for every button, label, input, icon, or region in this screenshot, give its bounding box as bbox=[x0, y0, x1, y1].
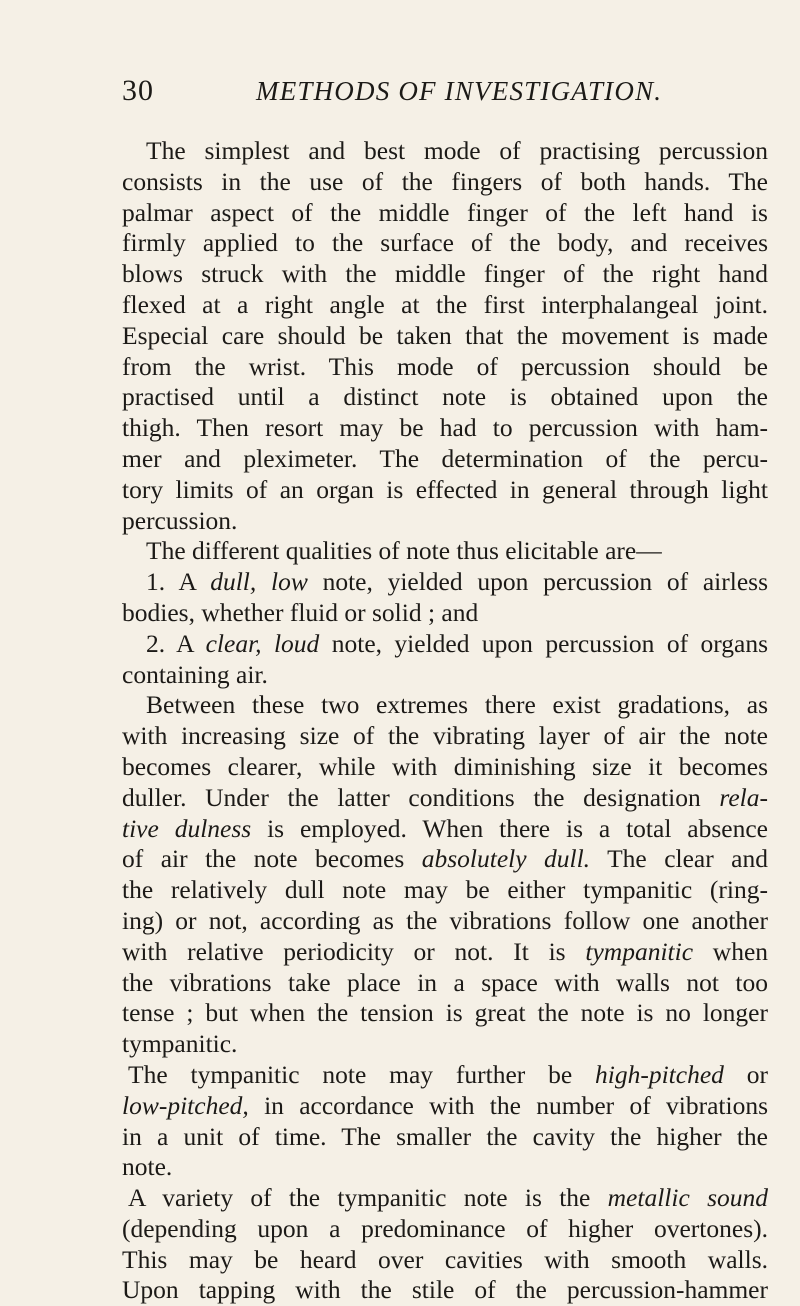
text-line bbox=[122, 937, 768, 968]
text-span: when bbox=[712, 936, 769, 966]
text-line: bodies, whether fluid or solid ; and bbox=[122, 597, 479, 627]
item-text: note, yielded upon percussion of airless bbox=[322, 567, 769, 597]
text-line: note. bbox=[122, 1152, 173, 1182]
text-line: practised until a distinct note is obtained upon the bbox=[122, 382, 768, 412]
text-span: with relative periodicity or not. It is bbox=[122, 936, 566, 966]
text-line: firmly applied to the surface of the body, and receives bbox=[122, 228, 768, 258]
item-number: 2. A bbox=[146, 628, 194, 658]
text-line: Between these two extremes there exist gradations, as bbox=[146, 690, 768, 720]
text-line: with increasing size of the vibrating layer of air the note bbox=[122, 721, 768, 751]
page-number: 30 bbox=[122, 74, 154, 107]
text-line: The simplest and best mode of practising percussion bbox=[146, 136, 768, 165]
text-line: ing) or not, according as the vibrations follow one another bbox=[122, 905, 768, 935]
italic-term: high-pitched bbox=[595, 1059, 724, 1089]
text-line: blows struck with the middle finger of the right hand bbox=[122, 259, 768, 289]
text-line: percussion. bbox=[122, 505, 238, 535]
italic-term: clear, loud bbox=[205, 628, 320, 658]
text-span: The clear and bbox=[607, 844, 769, 874]
text-line bbox=[122, 1183, 768, 1214]
text-line bbox=[122, 814, 768, 845]
text-line bbox=[122, 1091, 768, 1122]
text-line: in a unit of time. The smaller the cavity the higher the bbox=[122, 1121, 768, 1151]
text-line: from the wrist. This mode of percussion should be bbox=[122, 351, 768, 381]
italic-term: low-pitched, bbox=[122, 1090, 249, 1120]
text-line: palmar aspect of the middle finger of the left hand is bbox=[122, 197, 768, 227]
text-line: thigh. Then resort may be had to percussion with ham- bbox=[122, 413, 768, 443]
text-span: duller. Under the latter conditions the designation bbox=[122, 782, 701, 812]
text-span: The tympanitic note may further be bbox=[128, 1059, 573, 1089]
text-line: the vibrations take place in a space with walls not too bbox=[122, 967, 768, 997]
text-line bbox=[122, 1060, 768, 1091]
text-line: Upon tapping with the stile of the percussion-hammer bbox=[122, 1275, 768, 1305]
text-line: consists in the use of the fingers of both hands. The bbox=[122, 166, 768, 196]
text-line: becomes clearer, while with diminishing size it becomes bbox=[122, 751, 768, 781]
text-line: tympanitic. bbox=[122, 1029, 238, 1059]
text-line: mer and pleximeter. The determination of the percu- bbox=[122, 443, 768, 473]
list-item-1 bbox=[122, 567, 768, 598]
italic-term: rela- bbox=[719, 782, 768, 812]
text-span: A variety of the tympanitic note is the bbox=[128, 1183, 591, 1213]
list-item-2 bbox=[122, 629, 768, 660]
text-span: is employed. When there is a total absence bbox=[267, 813, 768, 843]
text-span: or bbox=[746, 1059, 768, 1089]
italic-term: dull, low bbox=[210, 567, 308, 597]
italic-term: absolutely dull. bbox=[421, 844, 591, 874]
text-line: The different qualities of note thus elicitable are— bbox=[146, 536, 662, 566]
text-line: containing air. bbox=[122, 659, 268, 689]
text-line bbox=[122, 844, 768, 875]
running-head bbox=[122, 74, 772, 110]
text-line: This may be heard over cavities with smooth walls. bbox=[122, 1244, 768, 1274]
text-line: flexed at a right angle at the first interphalangeal joint. bbox=[122, 289, 768, 319]
italic-term: tympanitic bbox=[585, 936, 694, 966]
text-span: of air the note becomes bbox=[122, 844, 405, 874]
text-line: the relatively dull note may be either tympanitic (ring- bbox=[122, 875, 768, 905]
text-line: (depending upon a predominance of higher overtones). bbox=[122, 1213, 768, 1243]
italic-term: metallic sound bbox=[607, 1183, 768, 1213]
italic-term: tive dulness bbox=[122, 813, 252, 843]
body-text bbox=[122, 136, 768, 1306]
text-line: tense ; but when the tension is great the note is no longer bbox=[122, 998, 768, 1028]
text-line: tory limits of an organ is effected in general through light bbox=[122, 474, 768, 504]
item-text: note, yielded upon percussion of organs bbox=[331, 628, 769, 658]
text-line: Especial care should be taken that the movement is made bbox=[122, 320, 768, 350]
item-number: 1. A bbox=[146, 567, 196, 597]
text-line bbox=[122, 783, 768, 814]
running-title: METHODS OF INVESTIGATION. bbox=[256, 76, 663, 106]
text-span: in accordance with the number of vibrations bbox=[264, 1090, 768, 1120]
